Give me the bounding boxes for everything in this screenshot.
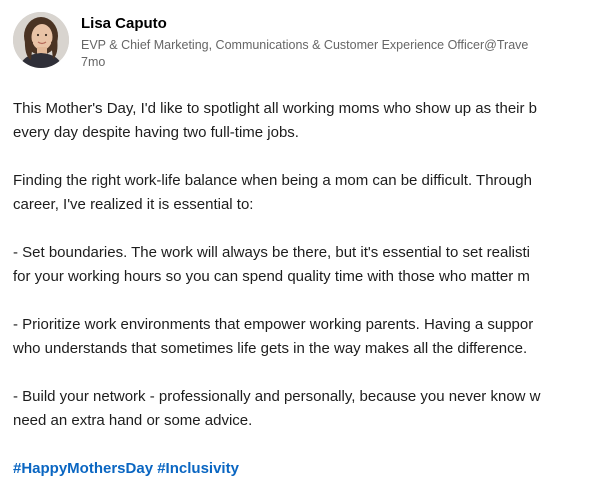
post-text-line: who understands that sometimes life gets in the way makes all the difference. [13,340,528,357]
profile-photo-icon [13,12,69,68]
post-text-line: career, I've realized it is essential to: [13,196,254,213]
post-text-line: for your working hours so you can spend quality time with those who matter m [13,268,530,285]
author-headline: EVP & Chief Marketing, Communications & Customer Experience Officer@Trave [81,38,529,52]
post-text-line: need an extra hand or some advice. [13,412,253,429]
post-paragraph [13,241,613,289]
post-timestamp[interactable]: 7mo [81,55,106,69]
post-paragraph [13,97,613,145]
post-text-line: - Set boundaries. The work will always be there, but it's essential to set realisti [13,244,530,261]
post-text-line: - Prioritize work environments that empower working parents. Having a suppor [13,316,534,333]
post-paragraph [13,169,613,217]
hashtag-link[interactable]: #Inclusivity [157,460,239,477]
hashtag-link[interactable]: #HappyMothersDay [13,460,154,477]
post-text-line: This Mother's Day, I'd like to spotlight all working moms who show up as their b [13,100,537,117]
post-paragraph [13,313,613,361]
author-avatar[interactable] [13,12,69,68]
author-name[interactable]: Lisa Caputo [81,15,167,32]
post-text-line: Finding the right work-life balance when being a mom can be difficult. Through [13,172,532,189]
post-header [13,12,613,74]
post-body [13,97,613,481]
post-text-line: - Build your network - professionally and personally, because you never know w [13,388,541,405]
post-hashtags [13,457,613,481]
post-paragraph [13,385,613,433]
author-meta [81,14,613,70]
post-text-line: every day despite having two full-time jobs. [13,124,299,141]
